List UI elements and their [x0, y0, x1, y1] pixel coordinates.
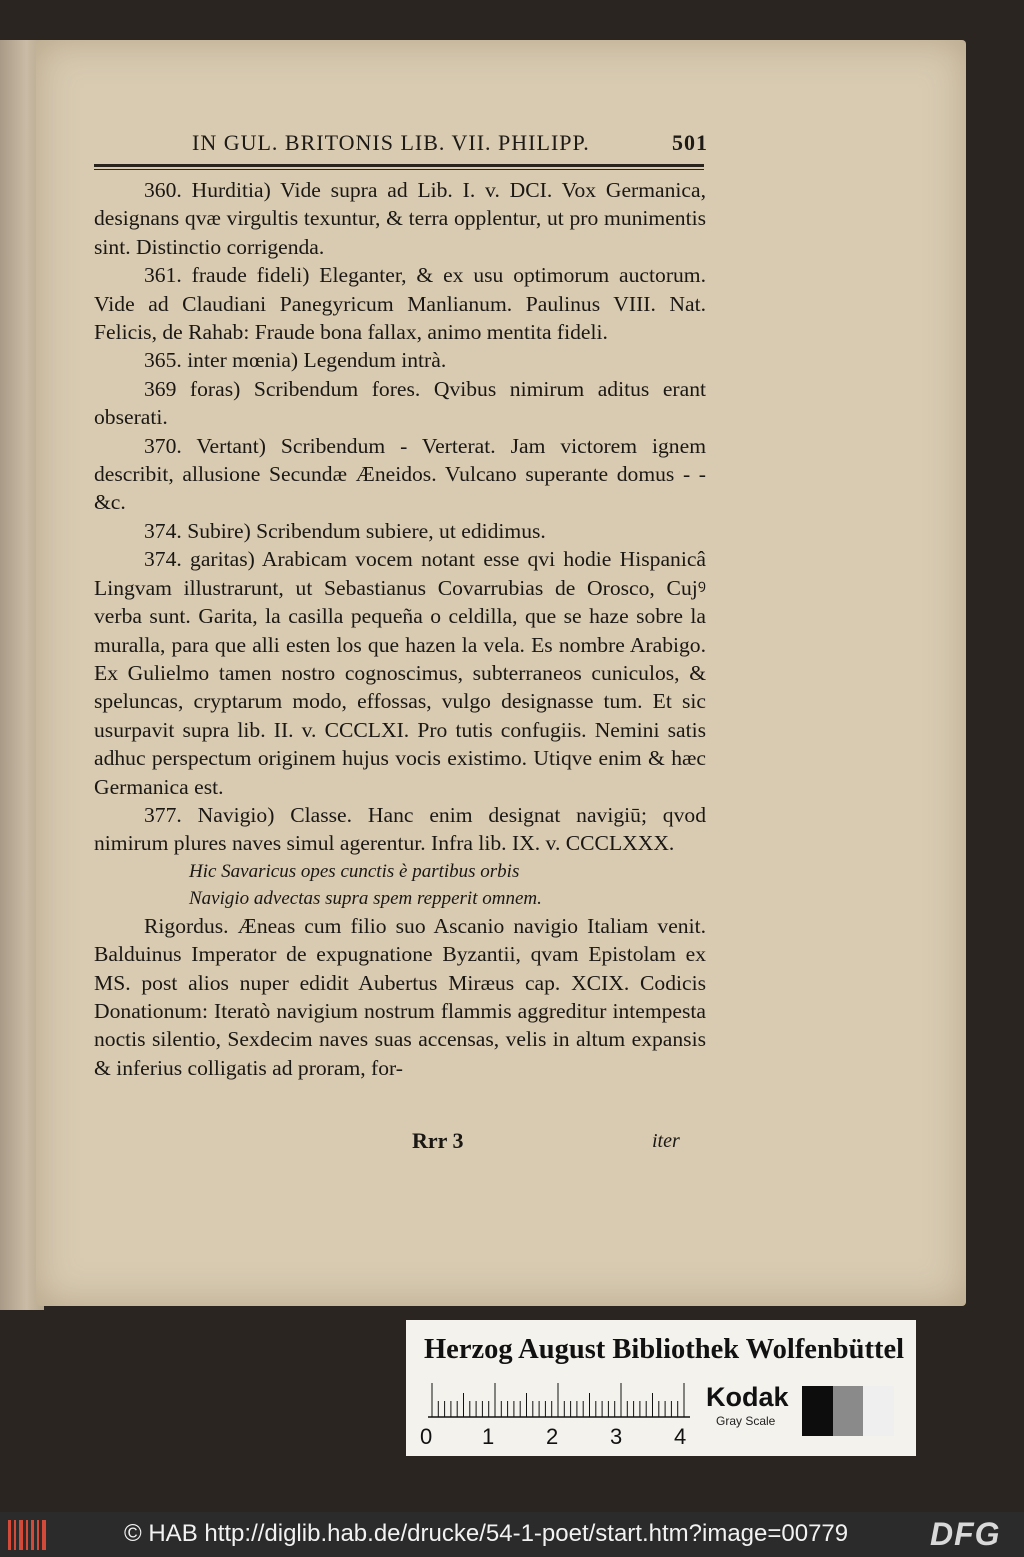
copyright-url: © HAB http://diglib.hab.de/drucke/54-1-poet/start.htm?image=00779 — [124, 1520, 849, 1547]
kodak-logo: Kodak — [706, 1382, 789, 1412]
library-name: Herzog August Bibliothek Wolfenbüttel — [424, 1334, 905, 1365]
swatch-gray — [833, 1386, 864, 1436]
footer-bar — [0, 1512, 1024, 1557]
note-369: 369 foras) Scribendum fores. Qvibus nimirum aditus erant obserati. — [94, 376, 706, 430]
note-360: 360. Hurditia) Vide supra ad Lib. I. v. DCI. Vox Germanica, designans qvæ virgultis texuntur, & terra opplentur, ut pro munimentis sint. Distinctio corrigenda. — [94, 178, 706, 259]
note-374b: 374. garitas) Arabicam vocem notant esse qvi hodie Hispanicâ Lingvam illustrarunt, ut Sebastianus Covarrubias de Orosco, Cujꝰ verba sunt. Garita, la casilla pequeña o celdilla, que se haze sobre la muralla, para que alli esten los que hazen la vela. Es nombre Arabigo. Ex Gulielmo tamen nostro cognoscimus, subterraneos cuniculos, & speluncas, cryptarum modo, effossas, vulgo designasse tum. Et sic usurpavit supra lib. II. v. CCCLXI. Pro tutis confugiis. Nemini satis adhuc perspectum originem hujus vocis existimo. Utiqve enim & hæc Germanica est. — [94, 547, 706, 799]
signature-mark: Rrr 3 — [412, 1128, 464, 1153]
dfg-logo: DFG — [930, 1516, 1001, 1552]
header-rule-thin — [94, 169, 704, 170]
ruler-number-1: 1 — [482, 1424, 495, 1449]
note-377: 377. Navigio) Classe. Hanc enim designat navigiū; qvod nimirum plures naves simul agerentur. Infra lib. IX. v. CCCLXXX. — [94, 802, 706, 856]
running-header — [192, 130, 712, 162]
header-rule — [94, 164, 704, 167]
ruler-number-0: 0 — [420, 1424, 433, 1449]
verse-line-1: Hic Savaricus opes cunctis è partibus orbis — [189, 860, 520, 882]
swatch-white — [863, 1386, 894, 1436]
catchword: iter — [652, 1130, 680, 1152]
note-365: 365. inter mœnia) Legendum intrà. — [144, 348, 447, 373]
gray-scale-caption: Gray Scale — [716, 1414, 776, 1428]
note-374a: 374. Subire) Scribendum subiere, ut edidimus. — [144, 518, 546, 543]
commentary-body — [94, 176, 706, 1082]
page-number: 501 — [672, 130, 708, 155]
barcode-icon — [6, 1518, 50, 1552]
ruler-scale — [428, 1382, 690, 1418]
swatch-black — [802, 1386, 833, 1436]
note-370: 370. Vertant) Scribendum - Verterat. Jam victorem ignem describit, allusione Secundæ Æneidos. Vulcano superante domus - - &c. — [94, 433, 706, 515]
verse-line-2: Navigio advectas supra spem repperit omnem. — [189, 887, 542, 909]
note-rigordus: Rigordus. Æneas cum filio suo Ascanio navigio Italiam venit. Balduinus Imperator de expugnatione Byzantii, qvam Epistolam ex MS. post alios nuper edidit Aubertus Miræus cap. XCIX. Codicis Donationum: Iteratò navigium nostrum flammis aggreditur intempesta noctis silentio, Sexdecim naves suas accensas, velis in altum expansis & inferius colligatis ad proram, for- — [94, 913, 706, 1080]
library-color-label — [406, 1320, 916, 1456]
ruler-number-3: 3 — [610, 1424, 623, 1449]
header-title: IN GUL. BRITONIS LIB. VII. PHILIPP. — [192, 130, 590, 155]
ruler-numbers — [420, 1424, 710, 1450]
ruler-number-4: 4 — [674, 1424, 687, 1449]
note-361: 361. fraude fideli) Eleganter, & ex usu optimorum auctorum. Vide ad Claudiani Panegyricum Manlianum. Paulinus VIII. Nat. Felicis, de Rahab: Fraude bona fallax, animo mentita fideli. — [94, 263, 706, 345]
ruler-number-2: 2 — [546, 1424, 559, 1449]
gray-swatches — [802, 1386, 894, 1436]
